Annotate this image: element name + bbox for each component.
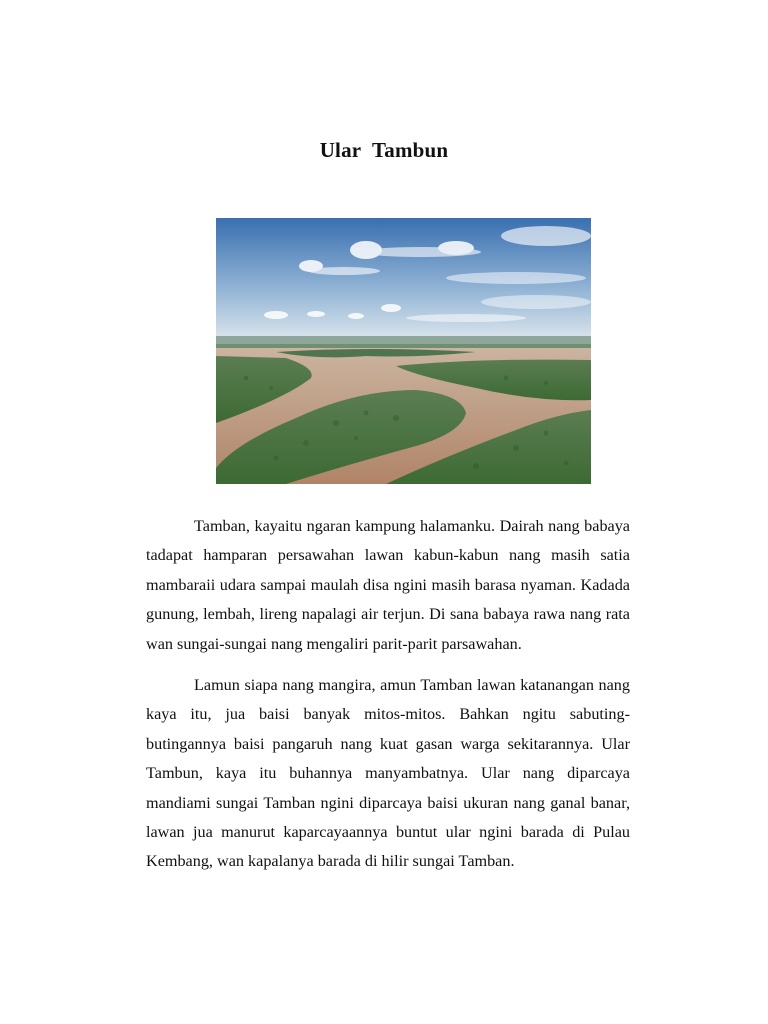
- river-aerial-photo: [216, 218, 591, 484]
- paragraph-2: Lamun siapa nang mangira, amun Tamban lawan katanangan nang kaya itu, jua baisi banyak mitos-mitos. Bahkan ngitu sabuting-butingannya baisi pangaruh nang kuat gasan warga sekitarannya. Ular Tambun, kaya itu buhannya manyambatnya. Ular nang diparcaya mandiami sungai Tamban ngini diparcaya baisi ukuran nang ganal banar, lawan jua manurut kaparcayaannya buntut ular ngini barada di Pulau Kembang, wan kapalanya barada di hilir sungai Tamban.: [146, 676, 630, 871]
- paragraph-1: Tamban, kayaitu ngaran kampung halamanku. Dairah nang babaya tadapat hamparan persawahan lawan kabun-kabun nang masih satia mambaraii udara sampai maulah disa ngini masih barasa nyaman. Kadada gunung, lembah, lireng napalagi air terjun. Di sana babaya rawa nang rata wan sungai-sungai nang mengaliri parit-parit parsawahan.: [146, 517, 630, 653]
- page-title: Ular Tambun: [319, 138, 449, 162]
- body-text: [146, 512, 630, 889]
